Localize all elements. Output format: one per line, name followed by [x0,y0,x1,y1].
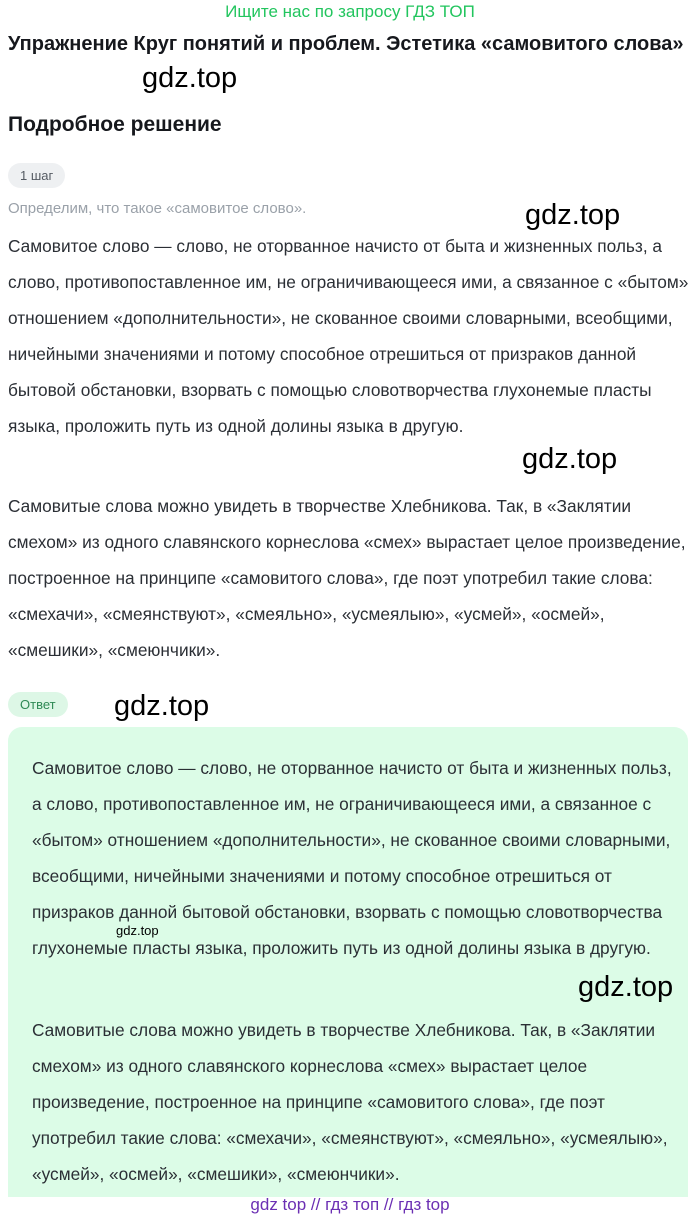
watermark: gdz.top [525,199,621,231]
watermark: gdz.top [142,62,238,94]
answer-badge: Ответ [8,692,68,717]
step-badge: 1 шаг [8,163,65,188]
answer-paragraph-1: Самовитое слово — слово, не оторванное начисто от быта и жизненных польз, а слово, противопоставленное им, не ограничивающееся ими, а связанное с «бытом» отношением «дополнительности», не скованное своими словарными, всеобщими, ничейными значениями и потому способное отрешиться от призраков данной бытовой обстановки, взорвать с помощью словотворчества глухонемые пласты языка, проложить путь из одной долины языка в другую. [32,758,672,958]
watermark: gdz.top [114,690,210,722]
section-title: Подробное решение [8,113,222,136]
watermark: gdz.top [578,971,674,1003]
step-intro: Определим, что такое «самовитое слово». [8,200,307,217]
answer-paragraph-2: Самовитые слова можно увидеть в творчестве Хлебникова. Так, в «Заклятии смехом» из одного славянского корнеслова «смех» вырастает целое произведение, построенное на принципе «самовитого слова», где поэт употребил такие слова: «смехачи», «смеянствуют», «смеяльно», «усмеялыю», «усмей», «осмей», «смешики», «смеюнчики». [32,1020,668,1184]
watermark-small: gdz.top [116,923,159,938]
page-title: Упражнение Круг понятий и проблем. Эстетика «самовитого слова» [8,33,684,55]
solution-paragraph-2: Самовитые слова можно увидеть в творчестве Хлебникова. Так, в «Заклятии смехом» из одного славянского корнеслова «смех» вырастает целое произведение, построенное на принципе «самовитого слова», где поэт употребил такие слова: «смехачи», «смеянствуют», «смеяльно», «усмеялыю», «усмей», «осмей», «смешики», «смеюнчики». [8,496,686,660]
footer-links[interactable]: gdz top // гдз топ // гдз top [250,1195,450,1214]
watermark: gdz.top [522,443,618,475]
solution-paragraph-1: Самовитое слово — слово, не оторванное начисто от быта и жизненных польз, а слово, противопоставленное им, не ограничивающееся ими, а связанное с «бытом» отношением «дополнительности», не скованное своими словарными, всеобщими, ничейными значениями и потому способное отрешиться от призраков данной бытовой обстановки, взорвать с помощью словотворчества глухонемые пласты языка, проложить путь из одной долины языка в другую. [8,236,689,436]
search-hint-banner[interactable]: Ищите нас по запросу ГДЗ ТОП [225,2,475,21]
